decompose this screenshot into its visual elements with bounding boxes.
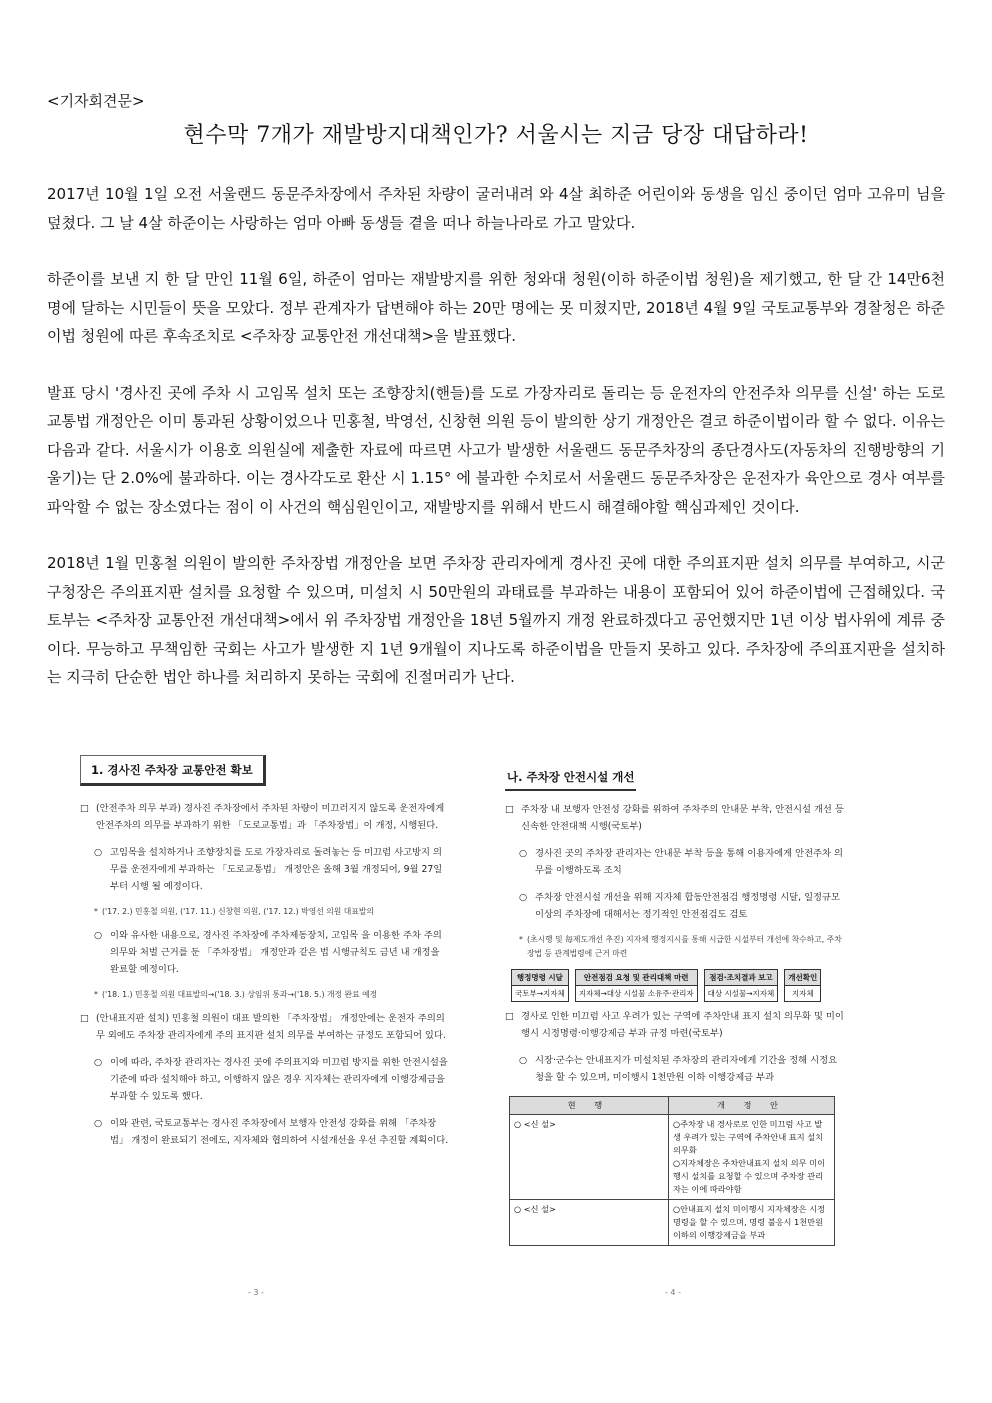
bullet-item: ○ 주차장 안전시설 개선을 위해 지자체 합동안전점검 행정명령 시달, 일정규모 이상의 주차장에 대해서는 정기적인 안전점검도 검토 [505,889,845,923]
footnote: * ('18. 1.) 민홍철 의원 대표발의→('18. 3.) 상임위 통과→('18. 5.) 개정 완료 예정 [80,988,450,1002]
right-item-list [505,1008,845,1086]
revision-text: ○지자체장은 주차안내표지 설치 의무 미이행시 설치를 요청할 수 있으며 주차장 관리자는 이에 따라야함 [673,1158,826,1194]
embedded-page-left [80,755,450,1315]
flow-step [511,969,569,1002]
comparison-table [509,1096,835,1246]
table-row [510,1115,835,1200]
bullet-item: ○ 경사진 곳의 주차장 관리자는 안내문 부착 등을 통해 이용자에게 안전주차 의무를 이행하도록 조치 [505,845,845,879]
revision-text: ○주차장 내 경사로로 인한 미끄럼 사고 발생 우려가 있는 구역에 주차안내 표지 설치 의무화 [673,1119,824,1155]
bullet-item: ○ 고임목을 설치하거나 조향장치를 도로 가장자리로 돌려놓는 등 미끄럼 사고방지 의무를 운전자에게 부과하는 「도로교통법」 개정안은 올해 3월 개정되어, 9월 27일부터 시행 될 예정이다. [80,844,450,895]
press-tag: <기자회견문> [47,92,145,110]
embedded-page-right [505,765,845,1305]
bullet-item: □ (안내표지판 설치) 민홍철 의원이 대표 발의한 「주차장법」 개정안에는 운전자 주의의무 외에도 주차장 관리자에게 주의 표지판 설치 의무를 부여하는 규정도 포함되어 있다. [80,1010,450,1044]
footnote: * (초시행 및 毎제도개선 추진) 지자체 행정지시를 통해 시급한 시설부터 개선에 착수하고, 주차장법 등 관계법령에 근거 마련 [505,933,845,961]
flow-step [784,969,821,1002]
flow-step-sub: 대상 시설물→지자체 [707,989,775,998]
page-number: - 3 - [248,1288,264,1297]
bullet-item: ○ 이와 관련, 국토교통부는 경사진 주차장에서 보행자 안전성 강화를 위해 「주차장법」 개정이 완료되기 전에도, 지자체와 협의하여 시설개선을 우선 추진할 계획이다. [80,1115,450,1149]
article-body [47,180,945,720]
table-cell [669,1200,835,1246]
flow-step-sub: 지자체 [791,989,814,998]
bullet-item: □ 경사로 인한 미끄럼 사고 우려가 있는 구역에 주차안내 표지 설치 의무화 및 미이행시 시정명령·이행강제금 부과 규정 마련(국토부) [505,1008,845,1042]
table-header: 개 정 안 [669,1097,835,1115]
paragraph: 2018년 1월 민홍철 의원이 발의한 주차장법 개정안을 보면 주차장 관리자에게 경사진 곳에 대한 주의표지판 설치 의무를 부여하고, 시군구청장은 주의표지판 설치를 요청할 수 있으며, 미설치 시 50만원의 과태료를 부과하는 내용이 포함되어 있어 하준이법에 근접해있다. 국토부는 <주차장 교통안전 개선대책>에서 위 주차장법 개정안을 18년 5월까지 개정 완료하겠다고 공언했지만 1년 이상 법사위에 계류 중이다. 무능하고 무책임한 국회는 사고가 발생한 지 1년 9개월이 지나도록 하준이법을 만들지 못하고 있다. 주차장에 주의표지판을 설치하는 지극히 단순한 법안 하나를 처리하지 못하는 국회에 진절머리가 난다. [47,554,945,686]
bullet-item: □ 주차장 내 보행자 안전성 강화를 위하여 주차주의 안내문 부착, 안전시설 개선 등 신속한 안전대책 시행(국토부) [505,801,845,835]
bullet-item: ○ 이와 유사한 내용으로, 경사진 주차장에 주차제동장치, 고임목 을 이용한 주차 주의의무와 처벌 근거를 둔 「주차장법」 개정안과 같은 법 시행규칙도 금년 내 개정을 완료할 예정이다. [80,927,450,978]
flow-step-head: 개선확인 [785,970,820,986]
flow-step [704,969,779,1002]
process-flow [511,969,845,1002]
paragraph: 하준이를 보낸 지 한 달 만인 11월 6일, 하준이 엄마는 재발방지를 위한 청와대 청원(이하 하준이법 청원)을 제기했고, 한 달 간 14만6천명에 달하는 시민들이 뜻을 모았다. 정부 관계자가 답변해야 하는 20만 명에는 못 미쳤지만, 2018년 4월 9일 국토교통부와 경찰청은 하준이법 청원에 따른 후속조치로 <주차장 교통안전 개선대책>을 발표했다. [47,270,945,345]
page-title: 현수막 7개가 재발방지대책인가? 서울시는 지금 당장 대답하라! [183,123,809,148]
flow-step [575,969,698,1002]
table-cell: ○ <신 설> [510,1115,669,1200]
table-cell: ○ <신 설> [510,1200,669,1246]
bullet-item: □ (안전주차 의무 부과) 경사진 주차장에서 주차된 차량이 미끄러지지 않도록 운전자에게 안전주차의 의무를 부과하기 위한 「도로교통법」과 「주차장법」이 개정, 시행된다. [80,800,450,834]
revision-text: ○안내표지 설치 미이행시 지자체장은 시정명령을 할 수 있으며, 명령 불응시 1천만원 이하의 이행강제금을 부과 [673,1204,826,1240]
flow-step-head: 행정명령 시달 [512,970,568,986]
flow-step-head: 안전점검 요청 및 관리대책 마련 [576,970,697,986]
section-title: 1. 경사진 주차장 교통안전 확보 [80,755,266,786]
left-item-list [80,800,450,1149]
flow-step-head: 점검·조치결과 보고 [705,970,778,986]
flow-step-sub: 지자체→대상 시설물 소유주·관리자 [578,989,694,998]
bullet-item: ○ 이에 따라, 주차장 관리자는 경사진 곳에 주의표지와 미끄럼 방지를 위한 안전시설을 기준에 따라 설치해야 하고, 이행하지 않은 경우 지자체는 관리자에게 이행강제금을 부과할 수 있도록 했다. [80,1054,450,1105]
table-row [510,1200,835,1246]
bullet-item: ○ 시장·군수는 안내표지가 미설치된 주차장의 관리자에게 기간을 정해 시정요청을 할 수 있으며, 미이행시 1천만원 이하 이행강제금 부과 [505,1052,845,1086]
right-item-list [505,801,845,961]
page-number: - 4 - [665,1288,681,1297]
section-title: 나. 주차장 안전시설 개선 [505,765,636,791]
paragraph: 발표 당시 '경사진 곳에 주차 시 고임목 설치 또는 조향장치(핸들)를 도로 가장자리로 돌리는 등 운전자의 안전주차 의무를 신설' 하는 도로교통법 개정안은 이미 통과된 상황이었으나 민홍철, 박영선, 신창현 의원 등이 발의한 상기 개정안은 결코 하준이법이라 할 수 없다. 이유는 다음과 같다. 서울시가 이용호 의원실에 제출한 자료에 따르면 사고가 발생한 서울랜드 동문주차장의 종단경사도(자동차의 진행방향의 기울기)는 단 2.0%에 불과하다. 이는 경사각도로 환산 시 1.15° 에 불과한 수치로서 서울랜드 동문주차장은 운전자가 육안으로 경사 여부를 파악할 수 없는 장소였다는 점이 이 사건의 핵심원인이고, 재발방지를 위해서 반드시 해결해야할 핵심과제인 것이다. [47,383,945,516]
table-header: 현 행 [510,1097,669,1115]
table-cell [669,1115,835,1200]
paragraph: 2017년 10월 1일 오전 서울랜드 동문주차장에서 주차된 차량이 굴러내려 와 4살 최하준 어린이와 동생을 임신 중이던 엄마 고유미 님을 덮쳤다. 그 날 4살 하준이는 사랑하는 엄마 아빠 동생들 곁을 떠나 하늘나라로 가고 말았다. [47,185,945,232]
flow-step-sub: 국토부→지자체 [515,989,565,998]
footnote: * ('17. 2.) 민홍철 의원, ('17. 11.) 신창현 의원, ('17. 12.) 박영선 의원 대표발의 [80,905,450,919]
